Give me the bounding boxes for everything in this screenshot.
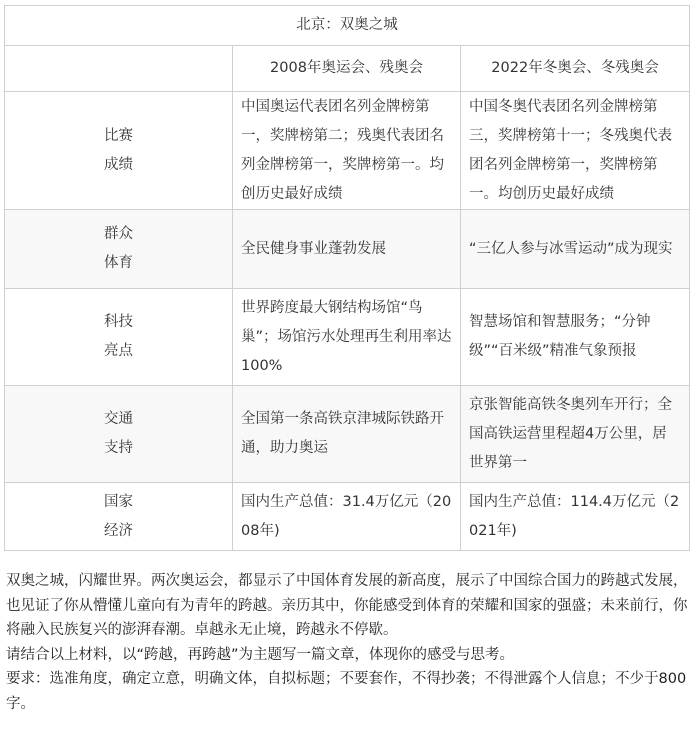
row-label-line: 国家 [104, 493, 133, 510]
row-label-line: 成绩 [104, 156, 133, 173]
row-label-line: 经济 [104, 522, 133, 539]
cell-2022-technology: 智慧场馆和智慧服务；“分钟级”“百米级”精准气象预报 [461, 289, 690, 386]
table-row-technology [5, 289, 690, 386]
row-label-technology [5, 289, 233, 386]
header-2022: 2022年冬奥会、冬残奥会 [461, 46, 690, 92]
table-row-transport [5, 386, 690, 483]
table-row-economy [5, 483, 690, 551]
cell-2008-transport: 全国第一条高铁京津城际铁路开通，助力奥运 [233, 386, 461, 483]
cell-2022-results: 中国冬奥代表团名列金牌榜第三，奖牌榜第十一；冬残奥代表团名列金牌榜第一，奖牌榜第一。均创历史最好成绩 [461, 92, 690, 210]
prompt-paragraph: 双奥之城，闪耀世界。两次奥运会，都显示了中国体育发展的新高度，展示了中国综合国力的跨越式发展，也见证了你从懵懂儿童向有为青年的跨越。亲历其中，你能感受到体育的荣耀和国家的强盛；未来前行，你将融入民族复兴的澎湃春潮。卓越永无止境，跨越永不停歇。 [6, 573, 688, 638]
cell-2022-economy: 国内生产总值：114.4万亿元（2021年) [461, 483, 690, 551]
table-header-row [5, 46, 690, 92]
row-label-line: 亮点 [104, 343, 133, 359]
prompt-requirements: 要求：选准角度，确定立意，明确文体，自拟标题；不要套作，不得抄袭；不得泄露个人信息；不少于800字。 [6, 671, 687, 712]
cell-2008-economy: 国内生产总值：31.4万亿元（2008年) [233, 483, 461, 551]
table-title-row [5, 6, 690, 46]
row-label-line: 比赛 [104, 127, 133, 144]
cell-2008-technology: 世界跨度最大钢结构场馆“鸟巢”；场馆污水处理再生利用率达100% [233, 289, 461, 386]
comparison-table [4, 5, 690, 551]
row-label-line: 科技 [104, 314, 133, 330]
prompt-instruction: 请结合以上材料，以“跨越，再跨越”为主题写一篇文章，体现你的感受与思考。 [6, 646, 515, 663]
row-label-line: 体育 [104, 255, 133, 271]
cell-2022-transport: 京张智能高铁冬奥列车开行；全国高铁运营里程超4万公里，居世界第一 [461, 386, 690, 483]
row-label-line: 支持 [104, 440, 133, 456]
essay-prompt [6, 569, 689, 716]
row-label-economy [5, 483, 233, 551]
header-2008: 2008年奥运会、残奥会 [233, 46, 461, 92]
table-title: 北京：双奥之城 [5, 6, 690, 46]
row-label-transport [5, 386, 233, 483]
cell-2008-mass-sports: 全民健身事业蓬勃发展 [233, 210, 461, 289]
row-label-line: 交通 [104, 411, 133, 427]
row-label-results [5, 92, 233, 210]
row-label-line: 群众 [104, 226, 133, 242]
header-empty-cell [5, 46, 233, 92]
cell-2008-results: 中国奥运代表团名列金牌榜第一，奖牌榜第二；残奥代表团名列金牌榜第一，奖牌榜第一。均创历史最好成绩 [233, 92, 461, 210]
table-row-results [5, 92, 690, 210]
cell-2022-mass-sports: “三亿人参与冰雪运动”成为现实 [461, 210, 690, 289]
row-label-mass-sports [5, 210, 233, 289]
table-row-mass-sports [5, 210, 690, 289]
